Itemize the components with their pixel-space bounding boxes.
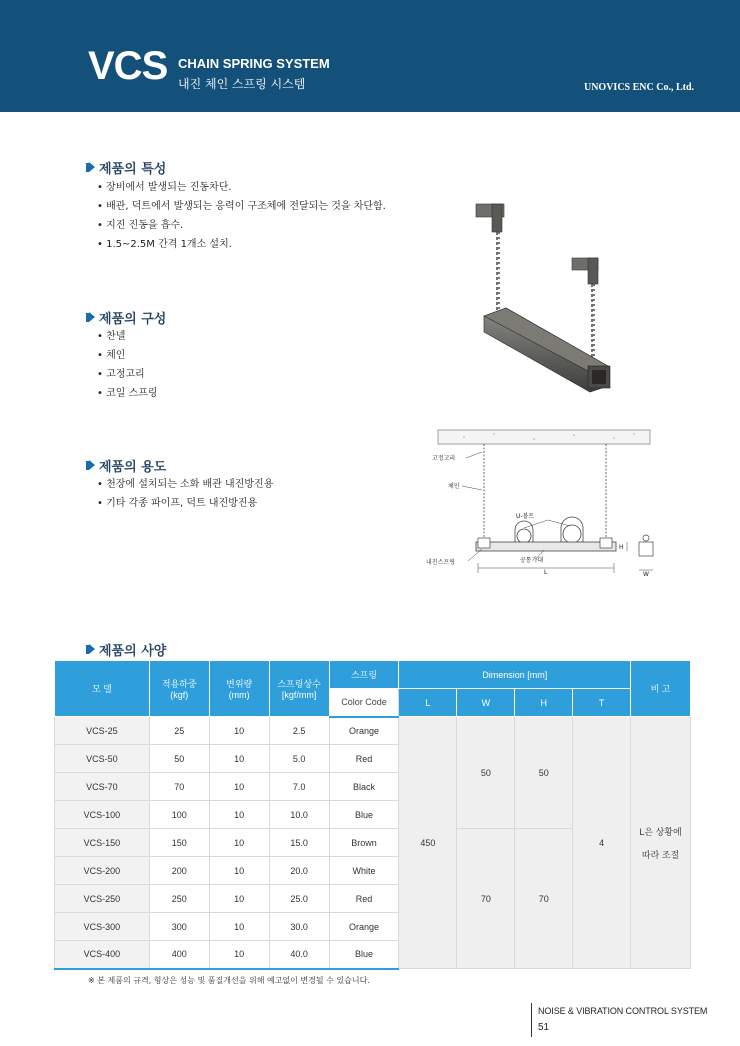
hook-bracket-left	[476, 204, 504, 232]
col-load: 적용하중 (kgf)	[149, 661, 209, 717]
composition-list	[97, 327, 158, 403]
spec-table	[54, 660, 691, 970]
label-dim-l: L	[544, 569, 548, 576]
drawing-chains	[484, 444, 606, 538]
table-row: VCS-70 70 10 7.0 Black	[55, 773, 691, 801]
ceiling-slab	[438, 430, 650, 444]
label-beam: 공통가대	[520, 557, 544, 564]
table-row: VCS-250 250 10 25.0 Red	[55, 885, 691, 913]
product-title-en: CHAIN SPRING SYSTEM	[178, 56, 330, 71]
list-item: • 천장에 설치되는 소화 배관 내진방진용	[97, 475, 273, 494]
list-item: • 배관, 덕트에서 발생되는 응력이 구조체에 전달되는 것을 차단함.	[97, 197, 386, 216]
spec-note: ※ 본 제품의 규격, 형상은 성능 및 품질개선을 위해 예고없이 변경될 수 있습니다.	[88, 976, 370, 985]
list-item: • 코일 스프링	[97, 384, 158, 403]
col-dim-l: L	[399, 689, 457, 717]
table-row: VCS-100 100 10 10.0 Blue	[55, 801, 691, 829]
list-item: • 장비에서 발생되는 진동차단.	[97, 178, 386, 197]
footer-title: NOISE & VIBRATION CONTROL SYSTEM	[538, 1006, 708, 1016]
product-code: VCS	[88, 44, 168, 88]
usage-list	[97, 475, 273, 513]
section-arrow-icon	[86, 644, 95, 655]
label-dim-w: W	[643, 571, 649, 578]
label-spring: 내진스프링	[426, 559, 455, 566]
col-model: 모 델	[55, 661, 150, 717]
features-list	[97, 178, 386, 254]
label-ubolt: U-볼트	[516, 513, 535, 520]
table-row: VCS-300 300 10 30.0 Orange	[55, 913, 691, 941]
side-view	[639, 535, 653, 556]
col-dim-t: T	[573, 689, 631, 717]
company-name: UNOVICS ENC Co., Ltd.	[583, 82, 694, 93]
list-item: • 찬넬	[97, 327, 158, 346]
table-row: VCS-150 150 10 15.0 Brown 70 70	[55, 829, 691, 857]
composition-title: 제품의 구성	[99, 312, 167, 327]
product-photo	[466, 196, 616, 402]
col-const: 스프링상수 [kgf/mm]	[269, 661, 329, 717]
col-dim-w: W	[457, 689, 515, 717]
list-item: • 1.5~2.5M 간격 1개소 설치.	[97, 235, 386, 254]
features-title: 제품의 특성	[99, 162, 167, 177]
col-color-code: Color Code	[329, 689, 399, 717]
col-disp: 변위량 (mm)	[209, 661, 269, 717]
table-row: VCS-200 200 10 20.0 White	[55, 857, 691, 885]
cell-dim-h-large: 70	[515, 829, 573, 969]
label-dim-h: H	[619, 544, 624, 551]
cell-dim-h-small: 50	[515, 717, 573, 829]
list-item: • 지진 진동을 흡수.	[97, 216, 386, 235]
section-arrow-icon	[86, 460, 95, 471]
list-item: • 고정고리	[97, 365, 158, 384]
cell-remark: L은 상황에 따라 조절	[631, 717, 691, 969]
product-title-ko: 내진 체인 스프링 시스템	[178, 77, 306, 91]
chain-right	[592, 284, 594, 368]
technical-drawing	[424, 428, 654, 578]
section-arrow-icon	[86, 312, 95, 323]
col-remark: 비 고	[631, 661, 691, 717]
spec-heading	[86, 640, 166, 659]
page-header	[0, 0, 740, 112]
cell-dim-w-large: 70	[457, 829, 515, 969]
col-dimension: Dimension [mm]	[399, 661, 631, 689]
footer-divider	[531, 1003, 532, 1037]
pipes	[515, 517, 583, 543]
label-chain: 체인	[448, 483, 460, 490]
col-spring: 스프링	[329, 661, 399, 689]
composition-heading	[86, 308, 166, 327]
col-dim-h: H	[515, 689, 573, 717]
section-arrow-icon	[86, 162, 95, 173]
label-hook: 고정고리	[432, 455, 456, 462]
list-item: • 기타 각종 파이프, 덕트 내진방진용	[97, 494, 273, 513]
channel-beam	[484, 308, 610, 392]
page-number: 51	[538, 1022, 550, 1033]
table-row: VCS-400 400 10 40.0 Blue	[55, 941, 691, 969]
features-heading	[86, 158, 166, 177]
cell-dim-l: 450	[399, 717, 457, 969]
drawing-beam	[476, 542, 616, 551]
hook-bracket-right	[572, 258, 598, 284]
table-row: VCS-25 25 10 2.5 Orange 450 50 50 4 L은 상황에 따라 조절	[55, 717, 691, 745]
spec-title: 제품의 사양	[99, 644, 167, 659]
cell-dim-t: 4	[573, 717, 631, 969]
usage-title: 제품의 용도	[99, 460, 167, 475]
cell-dim-w-small: 50	[457, 717, 515, 829]
table-row: VCS-50 50 10 5.0 Red	[55, 745, 691, 773]
list-item: • 체인	[97, 346, 158, 365]
usage-heading	[86, 456, 166, 475]
